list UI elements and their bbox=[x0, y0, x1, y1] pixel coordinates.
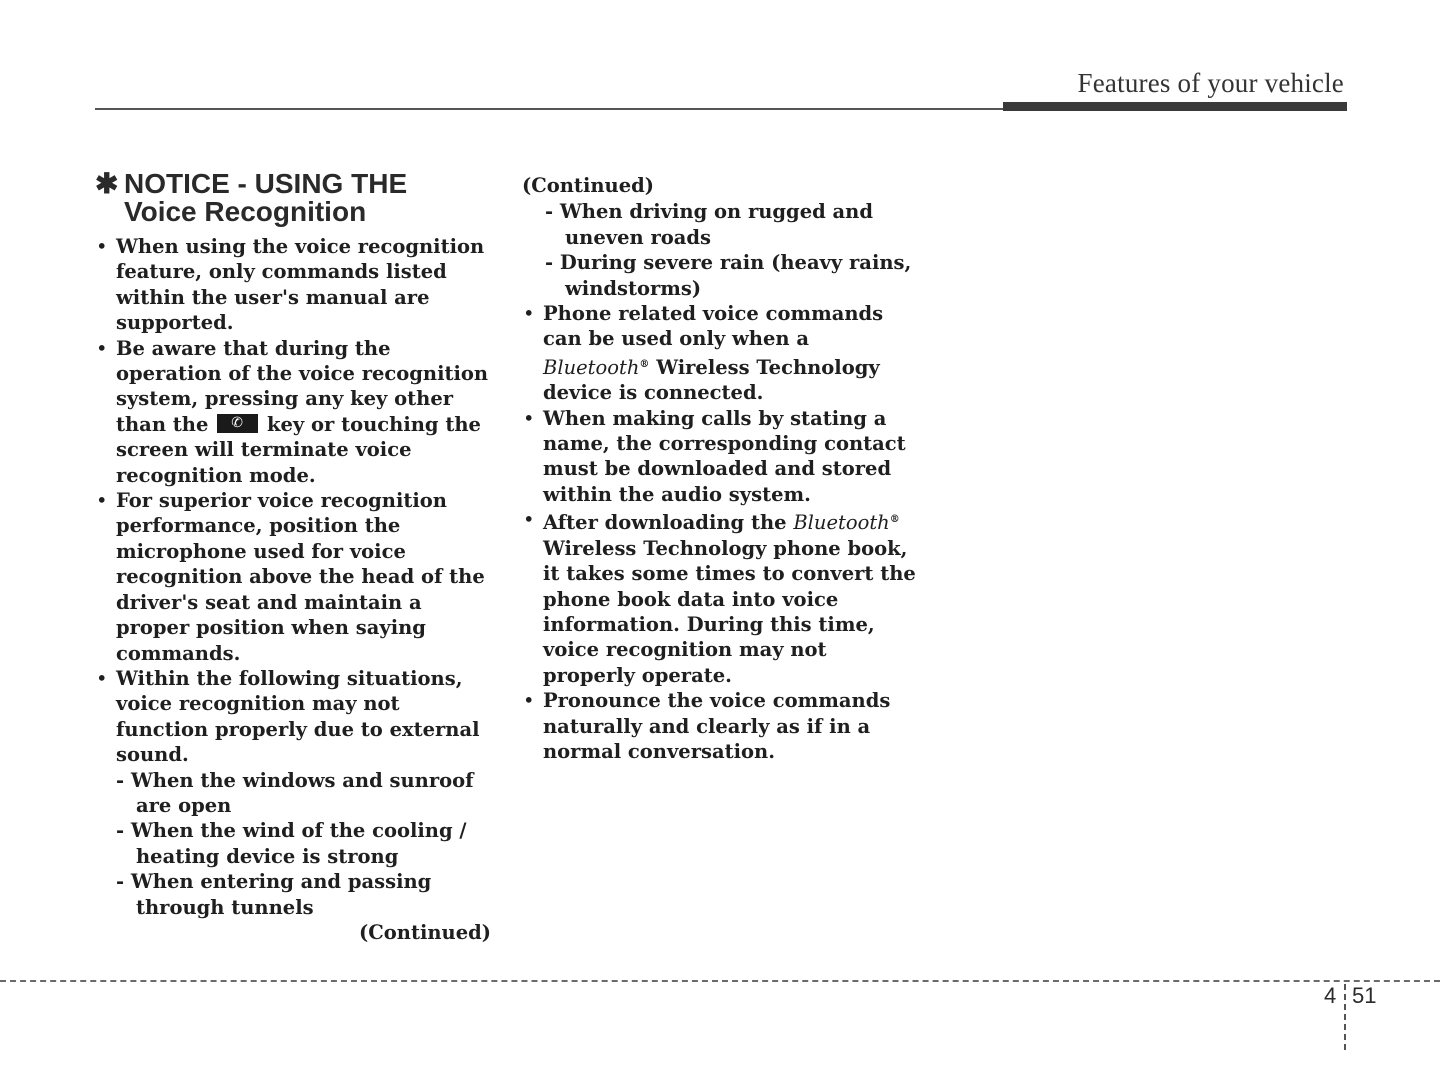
bullet-text: Be aware that during the operation of the voice recognition system, pressing any key other than the bbox=[116, 336, 489, 436]
bullet-text: Phone related voice commands can be used only when a bbox=[543, 302, 884, 351]
situation-list bbox=[95, 768, 495, 920]
registered-mark: ® bbox=[889, 514, 900, 526]
talk-key-icon: ✆ bbox=[217, 414, 258, 433]
list-item bbox=[522, 507, 922, 688]
list-item: • When making calls by stating a name, the corresponding contact must be downloaded and stored within the audio system. bbox=[522, 406, 922, 508]
notice-heading bbox=[95, 170, 495, 226]
brand-name: Bluetooth bbox=[543, 355, 640, 379]
header-accent-bar bbox=[1003, 102, 1347, 111]
list-item: • For superior voice recognition performance, position the microphone used for voice recognition above the head of the driver's seat and maintain a proper position when saying commands. bbox=[95, 488, 495, 666]
page-number-divider bbox=[1344, 984, 1346, 1050]
notice-title-line1: NOTICE - USING THE bbox=[124, 168, 408, 199]
bullet-text: key or touching the screen will terminate voice recognition mode. bbox=[116, 412, 481, 487]
page-number: 51 bbox=[1352, 983, 1377, 1008]
notice-bullet-list bbox=[95, 234, 495, 768]
right-column bbox=[522, 173, 922, 764]
section-title: Features of your vehicle bbox=[1077, 68, 1344, 98]
notice-bullet-list-continued bbox=[522, 301, 922, 764]
sub-list-item: - When the wind of the cooling / heating device is strong bbox=[95, 818, 495, 869]
bullet-text: Within the following situations, voice recognition may not function properly due to external sound. bbox=[116, 666, 480, 767]
list-item bbox=[95, 666, 495, 768]
notice-title-line2: Voice Recognition bbox=[124, 196, 367, 227]
continued-label: (Continued) bbox=[359, 920, 491, 944]
brand-name: Bluetooth bbox=[793, 511, 890, 535]
sub-list-item: - During severe rain (heavy rains, windstorms) bbox=[522, 250, 922, 301]
list-item: • When using the voice recognition feature, only commands listed within the user's manual are supported. bbox=[95, 234, 495, 336]
bullet-text: Wireless Technology device is connected. bbox=[543, 355, 880, 405]
list-item bbox=[95, 336, 495, 488]
sub-list-item: - When driving on rugged and uneven roads bbox=[522, 199, 922, 250]
left-column bbox=[95, 170, 495, 945]
sub-list-item: - When entering and passing through tunnels bbox=[95, 869, 495, 920]
list-item: • Pronounce the voice commands naturally and clearly as if in a normal conversation. bbox=[522, 688, 922, 764]
bullet-text: Wireless Technology phone book, it takes some times to convert the phone book data into voice information. During this time, voice recognition may not properly operate. bbox=[543, 536, 916, 687]
situation-list-continued bbox=[522, 199, 922, 301]
footer-dashed-rule bbox=[0, 980, 1440, 982]
sub-list-item: - When the windows and sunroof are open bbox=[95, 768, 495, 819]
bullet-text: After downloading the bbox=[543, 511, 787, 535]
asterisk-icon: ✱ bbox=[95, 168, 119, 199]
chapter-number: 4 bbox=[1324, 983, 1337, 1008]
continued-label: (Continued) bbox=[522, 174, 654, 197]
registered-mark: ® bbox=[639, 358, 650, 370]
list-item bbox=[522, 301, 922, 406]
